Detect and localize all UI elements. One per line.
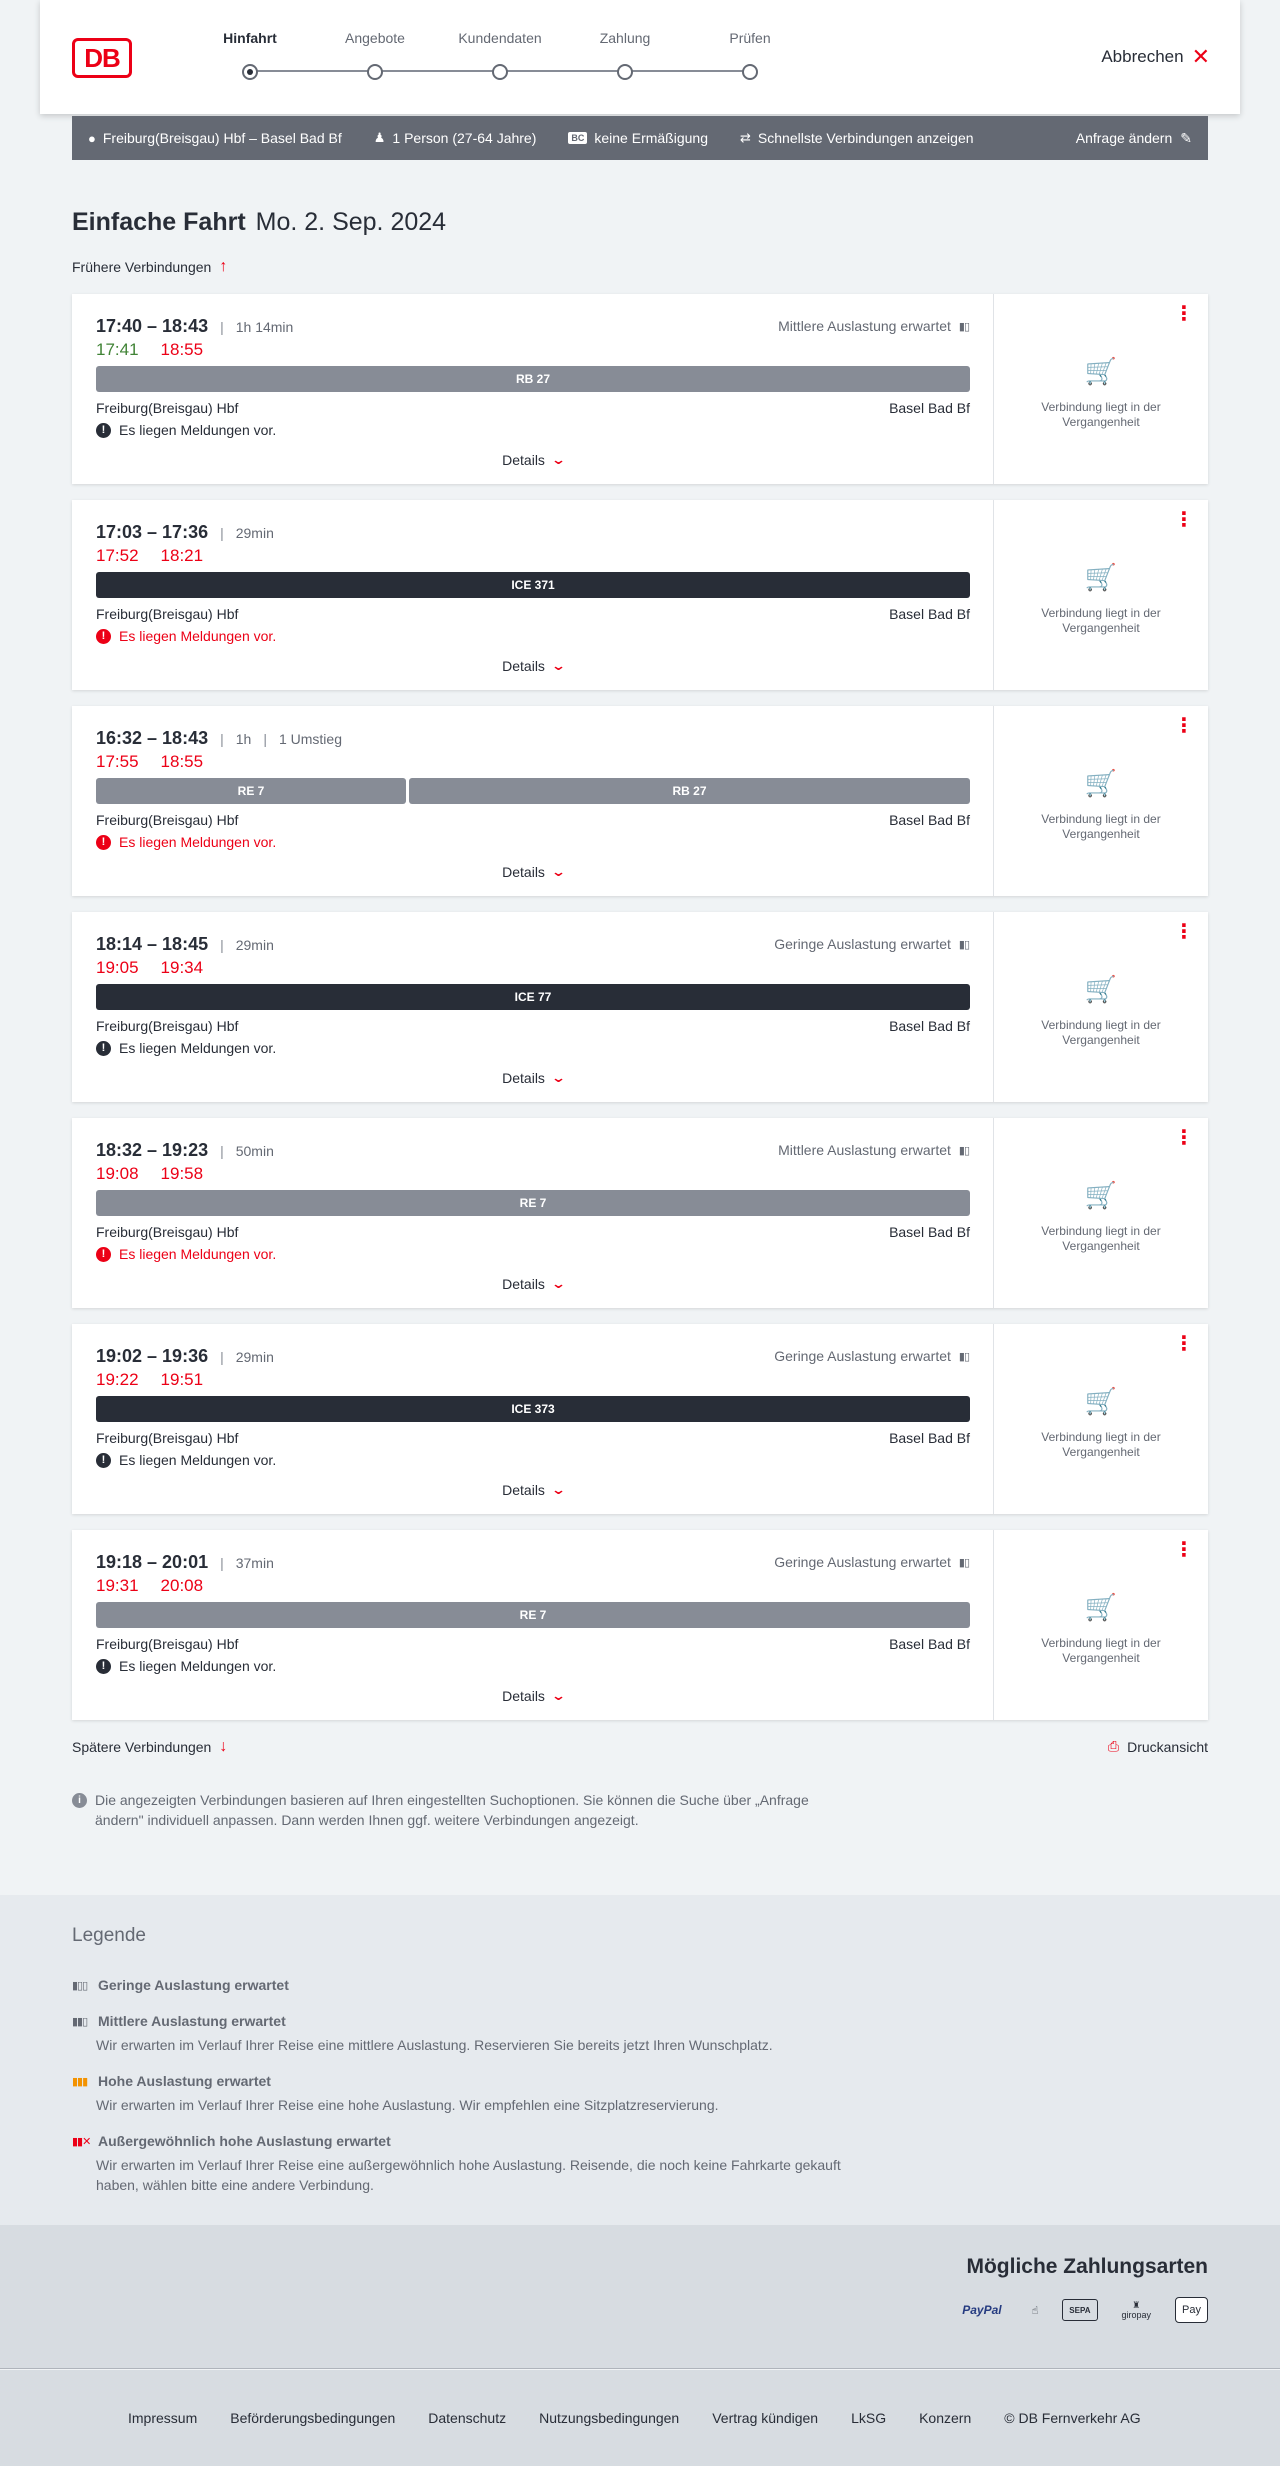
connection-times: [96, 934, 274, 955]
exclamation-icon: !: [96, 1453, 111, 1468]
past-connection-note: Verbindung liegt in der Vergangenheit: [1041, 400, 1161, 429]
occupancy-indicator: [778, 318, 969, 334]
stations: [96, 606, 970, 622]
connection-card[interactable]: [72, 912, 1208, 1102]
notice-message: [96, 1040, 276, 1056]
notice-message: [96, 1452, 276, 1468]
train-bar: [96, 778, 970, 804]
origin-station: Freiburg(Breisgau) Hbf: [96, 400, 239, 416]
realtime-times: [96, 1164, 203, 1184]
footer-link-nutzung[interactable]: Nutzungsbedingungen: [539, 2410, 680, 2426]
connection-times: [96, 1140, 274, 1161]
legend-item-low: ▮▯▯ Geringe Auslastung erwartet: [72, 1977, 289, 1993]
notice-message: [96, 422, 276, 438]
paypal-icon: PayPal: [962, 2303, 1002, 2317]
details-toggle[interactable]: [72, 1070, 994, 1086]
separator: |: [220, 1554, 224, 1571]
notice-message: [96, 1658, 276, 1674]
payment-methods-section: [0, 2225, 1280, 2369]
connection-offer: [994, 500, 1208, 690]
more-options-icon[interactable]: ⋮: [1174, 1333, 1194, 1355]
planned-times: 16:32 – 18:43: [96, 728, 209, 748]
destination-station: Basel Bad Bf: [889, 1636, 970, 1652]
footer-link-lksg[interactable]: LkSG: [851, 2410, 887, 2426]
arrow-up-icon: ↑: [219, 258, 228, 275]
details-label: Details: [502, 1070, 545, 1086]
planned-times: 17:03 – 17:36: [96, 522, 209, 542]
connection-offer: [994, 1324, 1208, 1514]
origin-station: Freiburg(Breisgau) Hbf: [96, 812, 239, 828]
apple-pay-icon: Pay: [1175, 2297, 1208, 2323]
sepa-icon: SEPA: [1062, 2299, 1097, 2321]
details-label: Details: [502, 1276, 545, 1292]
chevron-down-icon: ⌄: [550, 1276, 567, 1291]
person-icon: ♟: [373, 130, 386, 145]
footer-link-kuendigen[interactable]: Vertrag kündigen: [712, 2410, 819, 2426]
payment-icons: [956, 2297, 1208, 2323]
cart-icon: 🛒: [1084, 974, 1118, 1004]
cart-icon: 🛒: [1084, 1592, 1118, 1622]
step-dot: [367, 64, 383, 80]
exclamation-icon: !: [96, 1247, 111, 1262]
notice-text: Es liegen Meldungen vor.: [119, 1452, 277, 1468]
connection-card[interactable]: [72, 706, 1208, 896]
separator: |: [220, 936, 224, 953]
arrow-down-icon: ↓: [219, 1738, 228, 1755]
giropay-icon: ♜ giropay: [1121, 2300, 1152, 2320]
realtime-times: [96, 1576, 203, 1596]
train-segment: RE 7: [96, 1190, 970, 1216]
details-label: Details: [502, 452, 545, 468]
notice-text: Es liegen Meldungen vor.: [119, 1040, 277, 1056]
details-toggle[interactable]: [72, 452, 994, 468]
origin-station: Freiburg(Breisgau) Hbf: [96, 1430, 239, 1446]
summary-fastest: ⇄ Schnellste Verbindungen anzeigen: [740, 130, 974, 146]
connection-times: [96, 316, 293, 337]
occupancy-icon: ▮▯: [958, 1350, 969, 1363]
summary-route: ● Freiburg(Breisgau) Hbf – Basel Bad Bf: [88, 130, 342, 146]
occupancy-icon: ▮▯: [958, 320, 969, 333]
swap-arrows-icon: ⇄: [740, 130, 751, 145]
realtime-times: [96, 752, 203, 772]
notice-text: Es liegen Meldungen vor.: [119, 834, 277, 850]
realtime-times: [96, 340, 203, 360]
connection-times: [96, 1552, 274, 1573]
notice-text: Es liegen Meldungen vor.: [119, 1246, 277, 1262]
occupancy-label: Geringe Auslastung erwartet: [774, 1554, 951, 1570]
footer-link-konzern[interactable]: Konzern: [919, 2410, 972, 2426]
page-title: Einfache Fahrt Mo. 2. Sep. 2024: [72, 208, 447, 236]
more-options-icon[interactable]: ⋮: [1174, 715, 1194, 737]
train-segment: RE 7: [96, 778, 406, 804]
occupancy-icon: ▮▯: [958, 1556, 969, 1569]
header: [40, 0, 1240, 114]
payment-title: Mögliche Zahlungsarten: [966, 2255, 1208, 2278]
notice-message: [96, 834, 276, 850]
exclamation-icon: !: [96, 835, 111, 850]
notice-text: Es liegen Meldungen vor.: [119, 628, 277, 644]
info-hint: i Die angezeigten Verbindungen basieren auf Ihren eingestellten Suchoptionen. Sie können die Suche über „Anfrage ändern" individuell anpassen. Dann werden Ihnen ggf. weitere Verbindungen angezeigt.: [72, 1790, 852, 1830]
chevron-down-icon: ⌄: [550, 1688, 567, 1703]
details-label: Details: [502, 658, 545, 674]
step-zahlung[interactable]: Zahlung: [575, 30, 675, 80]
realtime-departure: 17:52: [96, 546, 139, 565]
past-connection-note: Verbindung liegt in der Vergangenheit: [1041, 1636, 1161, 1665]
train-bar: [96, 1396, 970, 1422]
connection-card[interactable]: [72, 1530, 1208, 1720]
location-pin-icon: ●: [88, 130, 96, 146]
duration: 37min: [235, 1554, 274, 1571]
separator: |: [220, 1142, 224, 1159]
details-toggle[interactable]: [72, 1276, 994, 1292]
realtime-times: [96, 1370, 203, 1390]
destination-station: Basel Bad Bf: [889, 1430, 970, 1446]
realtime-arrival: 19:34: [160, 958, 204, 977]
stations: [96, 812, 970, 828]
past-connection-note: Verbindung liegt in der Vergangenheit: [1041, 1430, 1161, 1459]
destination-station: Basel Bad Bf: [889, 812, 970, 828]
occupancy-indicator: [774, 936, 969, 952]
connection-card[interactable]: [72, 1118, 1208, 1308]
bahncard-icon: BC: [568, 132, 587, 144]
earlier-connections-link[interactable]: Frühere Verbindungen ↑: [72, 258, 228, 275]
pencil-icon: ✎: [1180, 129, 1192, 146]
occupancy-icon: ▮▯: [958, 938, 969, 951]
occupancy-label: Mittlere Auslastung erwartet: [778, 318, 951, 334]
separator: |: [220, 318, 224, 335]
notice-text: Es liegen Meldungen vor.: [119, 1658, 277, 1674]
origin-station: Freiburg(Breisgau) Hbf: [96, 1636, 239, 1652]
realtime-arrival: 18:55: [160, 752, 204, 771]
stations: [96, 1018, 970, 1034]
destination-station: Basel Bad Bf: [889, 1224, 970, 1240]
planned-times: 18:32 – 19:23: [96, 1140, 209, 1160]
details-label: Details: [502, 864, 545, 880]
booking-stepper: [210, 30, 770, 90]
realtime-arrival: 20:08: [160, 1576, 204, 1595]
train-segment: ICE 371: [96, 572, 970, 598]
destination-station: Basel Bad Bf: [889, 400, 970, 416]
cart-icon: 🛒: [1084, 356, 1118, 386]
card-hand-icon: ☝: [1031, 2304, 1039, 2317]
more-options-icon[interactable]: ⋮: [1174, 509, 1194, 531]
occupancy-low-icon: ▮▯▯: [72, 1979, 88, 1992]
past-connection-note: Verbindung liegt in der Vergangenheit: [1041, 1018, 1161, 1047]
separator: |: [220, 730, 224, 747]
giropay-symbol: ♜: [1132, 2300, 1141, 2310]
realtime-arrival: 19:51: [160, 1370, 204, 1389]
duration: 1h: [235, 730, 252, 747]
occupancy-label: Mittlere Auslastung erwartet: [778, 1142, 951, 1158]
train-segment: RE 7: [96, 1602, 970, 1628]
chevron-down-icon: ⌄: [550, 452, 567, 467]
realtime-departure: 19:22: [96, 1370, 139, 1389]
occupancy-indicator: [778, 1142, 969, 1158]
more-options-icon[interactable]: ⋮: [1174, 1539, 1194, 1561]
occupancy-medium-icon: ▮▮▯: [72, 2015, 88, 2028]
copyright: © DB Fernverkehr AG: [1004, 2410, 1141, 2426]
planned-times: 19:02 – 19:36: [96, 1346, 209, 1366]
chevron-down-icon: ⌄: [550, 1482, 567, 1497]
separator: |: [220, 524, 224, 541]
notice-message: [96, 1246, 276, 1262]
duration: 29min: [235, 524, 274, 541]
notice-message: [96, 628, 276, 644]
occupancy-high-icon: ▮▮▮: [72, 2075, 88, 2088]
train-bar: [96, 1190, 970, 1216]
cart-icon: 🛒: [1084, 768, 1118, 798]
details-toggle[interactable]: [72, 864, 994, 880]
connection-offer: [994, 1530, 1208, 1720]
destination-station: Basel Bad Bf: [889, 1018, 970, 1034]
footer-links: [0, 2370, 1280, 2466]
duration: 29min: [235, 1348, 274, 1365]
connection-card[interactable]: [72, 1324, 1208, 1514]
origin-station: Freiburg(Breisgau) Hbf: [96, 1018, 239, 1034]
planned-times: 17:40 – 18:43: [96, 316, 209, 336]
details-toggle[interactable]: [72, 658, 994, 674]
details-label: Details: [502, 1482, 545, 1498]
footer-link-datenschutz[interactable]: Datenschutz: [428, 2410, 507, 2426]
train-segment: RB 27: [96, 366, 970, 392]
step-dot: [617, 64, 633, 80]
stations: [96, 1430, 970, 1446]
duration: 1h 14min: [235, 318, 294, 335]
connection-times: [96, 1346, 274, 1367]
step-angebote[interactable]: Angebote: [325, 30, 425, 80]
realtime-departure: 17:41: [96, 340, 139, 359]
origin-station: Freiburg(Breisgau) Hbf: [96, 1224, 239, 1240]
exclamation-icon: !: [96, 629, 111, 644]
separator: |: [263, 730, 267, 747]
step-pruefen[interactable]: Prüfen: [700, 30, 800, 80]
train-segment: RB 27: [409, 778, 970, 804]
details-toggle[interactable]: [72, 1482, 994, 1498]
printer-icon: ⎙: [1107, 1738, 1120, 1754]
planned-times: 18:14 – 18:45: [96, 934, 209, 954]
planned-times: 19:18 – 20:01: [96, 1552, 209, 1572]
step-dot: [242, 64, 258, 80]
destination-station: Basel Bad Bf: [889, 606, 970, 622]
train-segment: ICE 373: [96, 1396, 970, 1422]
connection-card[interactable]: [72, 500, 1208, 690]
summary-discount: BC keine Ermäßigung: [568, 130, 708, 146]
db-logo[interactable]: DB: [72, 38, 132, 78]
footer-link-befoerderung[interactable]: Beförderungsbedingungen: [230, 2410, 396, 2426]
more-options-icon[interactable]: ⋮: [1174, 303, 1194, 325]
connection-card[interactable]: [72, 294, 1208, 484]
connection-offer: [994, 706, 1208, 896]
occupancy-indicator: [774, 1348, 969, 1364]
train-segment: ICE 77: [96, 984, 970, 1010]
duration: 50min: [235, 1142, 274, 1159]
stations: [96, 1224, 970, 1240]
cart-icon: 🛒: [1084, 1386, 1118, 1416]
legend-title: Legende: [72, 1925, 146, 1946]
train-bar: [96, 366, 970, 392]
past-connection-note: Verbindung liegt in der Vergangenheit: [1041, 812, 1161, 841]
step-dot: [742, 64, 758, 80]
train-bar: [96, 1602, 970, 1628]
realtime-times: [96, 546, 203, 566]
details-toggle[interactable]: [72, 1688, 994, 1704]
chevron-down-icon: ⌄: [550, 658, 567, 673]
separator: |: [220, 1348, 224, 1365]
cancel-button[interactable]: Abbrechen ✕: [1101, 44, 1210, 69]
cart-icon: 🛒: [1084, 562, 1118, 592]
exclamation-icon: !: [96, 1041, 111, 1056]
past-connection-note: Verbindung liegt in der Vergangenheit: [1041, 1224, 1161, 1253]
details-label: Details: [502, 1688, 545, 1704]
realtime-times: [96, 958, 203, 978]
realtime-arrival: 18:55: [160, 340, 204, 359]
train-bar: [96, 572, 970, 598]
chevron-down-icon: ⌄: [550, 864, 567, 879]
origin-station: Freiburg(Breisgau) Hbf: [96, 606, 239, 622]
occupancy-icon: ▮▯: [958, 1144, 969, 1157]
more-options-icon[interactable]: ⋮: [1174, 1127, 1194, 1149]
stations: [96, 1636, 970, 1652]
duration: 29min: [235, 936, 274, 953]
realtime-departure: 19:05: [96, 958, 139, 977]
past-connection-note: Verbindung liegt in der Vergangenheit: [1041, 606, 1161, 635]
connection-offer: [994, 1118, 1208, 1308]
realtime-arrival: 19:58: [160, 1164, 204, 1183]
notice-text: Es liegen Meldungen vor.: [119, 422, 277, 438]
step-dot: [492, 64, 508, 80]
connection-times: [96, 522, 274, 543]
legend-section: [0, 1895, 1280, 2225]
occupancy-exceptional-icon: ▮▮✕: [72, 2135, 91, 2148]
more-options-icon[interactable]: ⋮: [1174, 921, 1194, 943]
connection-offer: [994, 294, 1208, 484]
exclamation-icon: !: [96, 1659, 111, 1674]
search-summary-bar: [72, 116, 1208, 160]
realtime-departure: 19:31: [96, 1576, 139, 1595]
legend-item-exceptional: ▮▮✕ Außergewöhnlich hohe Auslastung erwartet Wir erwarten im Verlauf Ihrer Reise eine außergewöhnlich hohe Auslastung. Reisende, die noch keine Fahrkarte gekauft haben, wählen bitte eine andere Verbindung.: [72, 2133, 841, 2193]
transfers: 1 Umstieg: [278, 730, 342, 747]
connection-list: [72, 294, 1208, 1736]
step-kundendaten[interactable]: Kundendaten: [450, 30, 550, 80]
connection-offer: [994, 912, 1208, 1102]
chevron-down-icon: ⌄: [550, 1070, 567, 1085]
occupancy-label: Geringe Auslastung erwartet: [774, 1348, 951, 1364]
realtime-arrival: 18:21: [160, 546, 204, 565]
summary-persons: ♟ 1 Person (27-64 Jahre): [373, 130, 537, 146]
change-request-button[interactable]: Anfrage ändern ✎: [1075, 129, 1192, 146]
info-icon: i: [72, 1793, 87, 1808]
occupancy-label: Geringe Auslastung erwartet: [774, 936, 951, 952]
train-bar: [96, 984, 970, 1010]
footer-link-impressum[interactable]: Impressum: [128, 2410, 198, 2426]
later-connections-link[interactable]: Spätere Verbindungen ↓: [72, 1738, 228, 1755]
realtime-departure: 17:55: [96, 752, 139, 771]
cart-icon: 🛒: [1084, 1180, 1118, 1210]
legend-item-high: ▮▮▮ Hohe Auslastung erwartet Wir erwarten im Verlauf Ihrer Reise eine hohe Auslastung. Wir empfehlen eine Sitzplatzreservierung.: [72, 2073, 719, 2113]
print-view-button[interactable]: ⎙ Druckansicht: [1107, 1738, 1208, 1755]
stations: [96, 400, 970, 416]
occupancy-indicator: [774, 1554, 969, 1570]
legend-item-medium: ▮▮▯ Mittlere Auslastung erwartet Wir erwarten im Verlauf Ihrer Reise eine mittlere Auslastung. Reservieren Sie bereits jetzt Ihren Wunschplatz.: [72, 2013, 773, 2053]
realtime-departure: 19:08: [96, 1164, 139, 1183]
step-hinfahrt[interactable]: Hinfahrt: [200, 30, 300, 80]
exclamation-icon: !: [96, 423, 111, 438]
close-icon: ✕: [1191, 44, 1210, 69]
connection-times: [96, 728, 342, 749]
